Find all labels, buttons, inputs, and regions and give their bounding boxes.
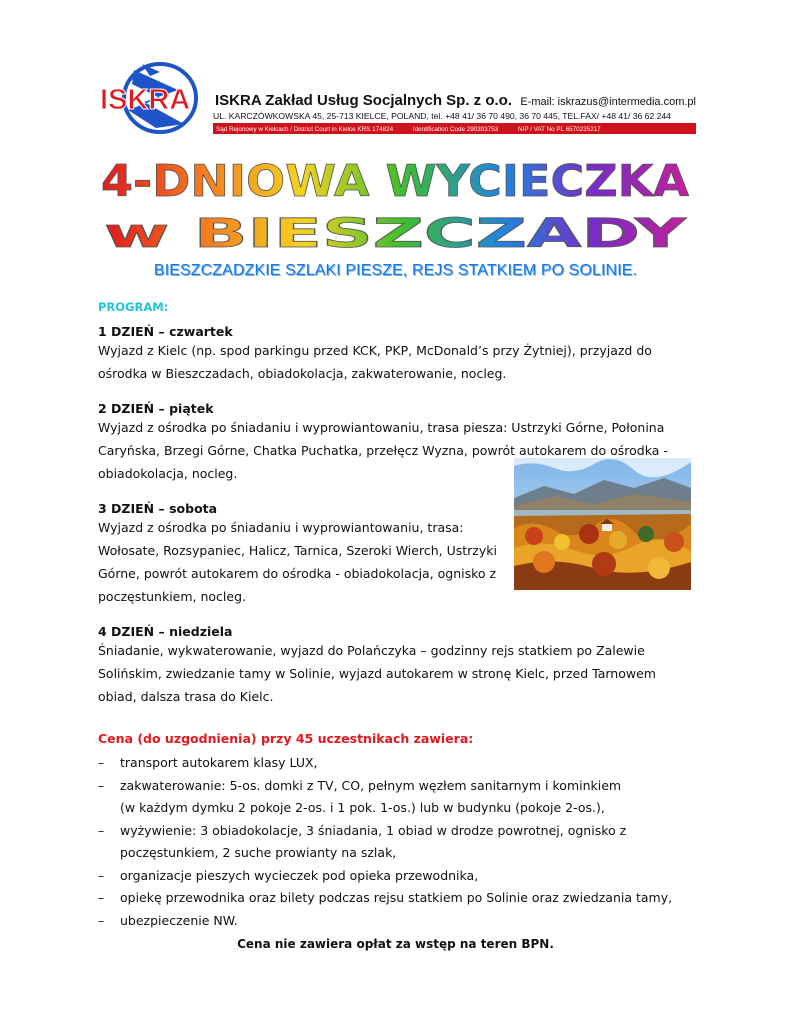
day-line: Wołosate, Rozsypaniec, Halicz, Tarnica, Szeroki Wierch, Ustrzyki — [98, 543, 497, 558]
day-4 — [98, 624, 698, 708]
program-label: PROGRAM: — [98, 300, 169, 314]
day-line: Śniadanie, wykwaterowanie, wyjazd do Polańczyka – godzinny rejs statkiem po Zalewie — [98, 643, 645, 658]
list-item-text: wyżywienie: 3 obiadokolacje, 3 śniadania, 1 obiad w drodze powrotnej, ognisko z — [120, 822, 627, 838]
list-item-text: transport autokarem klasy LUX, — [120, 755, 318, 770]
list-item — [98, 752, 698, 775]
day-line: ośrodka w Bieszczadach, obiadokolacja, zakwaterowanie, nocleg. — [98, 366, 507, 381]
list-item-text: zakwaterowanie: 5-os. domki z TV, CO, pełnym węzłem sanitarnym i kominkiem — [120, 777, 622, 793]
day-line: Wyjazd z Kielc (np. spod parkingu przed KCK, PKP, McDonald’s przy Żytniej), przyjazd do — [98, 343, 652, 358]
register-court: Sąd Rejonowy w Kielcach / District Court in Kielce KRS 174824 — [216, 126, 394, 133]
day-title: 2 DZIEŃ – piątek — [98, 401, 214, 416]
day-line: Wyjazd z ośrodka po śniadaniu i wyprowiantowaniu, trasa: — [98, 520, 464, 535]
list-item-text: ubezpieczenie NW. — [120, 912, 238, 928]
day-line: Solińskim, zwiedzanie tamy w Solinie, wyjazd autokarem w stronę Kielc, przed Tarnowem — [98, 666, 656, 681]
subtitle: BIESZCZADZKIE SZLAKI PIESZE, REJS STATKIEM PO SOLINIE. — [153, 262, 638, 279]
price-includes-list — [98, 752, 698, 932]
day-title: 3 DZIEŃ – sobota — [98, 501, 218, 516]
list-item — [98, 865, 698, 888]
day-line: obiadokolacja, nocleg. — [98, 466, 238, 481]
list-item-text: poczęstunkiem, 2 suche prowianty na szlak, — [120, 845, 397, 860]
list-item — [98, 887, 698, 910]
register-bar — [213, 125, 696, 134]
list-item — [98, 775, 698, 820]
day-line: Wyjazd z ośrodka po śniadaniu i wyprowiantowaniu, trasa piesza: Ustrzyki Górne, Połonina — [98, 420, 665, 435]
logo-wordmark: ISKRA — [100, 84, 191, 116]
dash-bullet: – — [98, 867, 105, 883]
day-title: 1 DZIEŃ – czwartek — [98, 324, 233, 339]
headline-title — [95, 150, 695, 255]
dash-bullet: – — [98, 890, 105, 905]
day-line: Górne, powrót autokarem do ośrodka - obiadokolacja, ognisko z — [98, 566, 497, 581]
day-line: poczęstunkiem, nocleg. — [98, 589, 247, 604]
dash-bullet: – — [98, 822, 105, 838]
dash-bullet: – — [98, 912, 105, 928]
day-line: obiad, dalsza trasa do Kielc. — [98, 689, 274, 704]
day-title: 4 DZIEŃ – niedziela — [98, 624, 233, 639]
list-item-text: organizacje pieszych wycieczek pod opieka przewodnika, — [120, 867, 479, 883]
iskra-logo — [98, 62, 216, 134]
program-content — [98, 300, 698, 932]
list-item — [98, 820, 698, 865]
company-address: UL. KARCZÓWKOWSKA 45, 25-713 KIELCE, POLAND, tel. +48 41/ 36 70 490, 36 70 445, TEL.FAX/ +48 41/ 36 62 244 — [213, 111, 696, 125]
footer-note: Cena nie zawiera opłat za wstęp na teren BPN. — [237, 937, 554, 951]
list-item — [98, 910, 698, 933]
headline-line-2: w BIESZCZADY — [104, 211, 688, 255]
day-line: Caryńska, Brzegi Górne, Chatka Puchatka, przełęcz Wyzna, powrót autokarem do ośrodka - — [98, 443, 668, 458]
list-item-text: opiekę przewodnika oraz bilety podczas rejsu statkiem po Solinie oraz zwiedzania tamy, — [120, 890, 673, 905]
company-name: ISKRA Zakład Usług Socjalnych Sp. z o.o. — [215, 92, 512, 109]
day-1 — [98, 324, 698, 385]
register-nip: NIP / VAT No PL 6570235217 — [518, 126, 601, 133]
list-item-text: (w każdym dymku 2 pokoje 2-os. i 1 pok. 1-os.) lub w budynku (pokoje 2-os.), — [120, 800, 605, 815]
headline-line-1: 4-DNIOWA WYCIECZKA — [101, 156, 689, 207]
company-email: E-mail: iskrazus@intermedia.com.pl — [520, 96, 696, 108]
letterhead — [98, 62, 696, 136]
landscape-photo — [514, 458, 691, 590]
dash-bullet: – — [98, 777, 105, 793]
price-title: Cena (do uzgodnienia) przy 45 uczestnikach zawiera: — [98, 731, 474, 746]
dash-bullet: – — [98, 755, 105, 770]
register-id-code: Identification Code 290393753 — [412, 126, 499, 133]
